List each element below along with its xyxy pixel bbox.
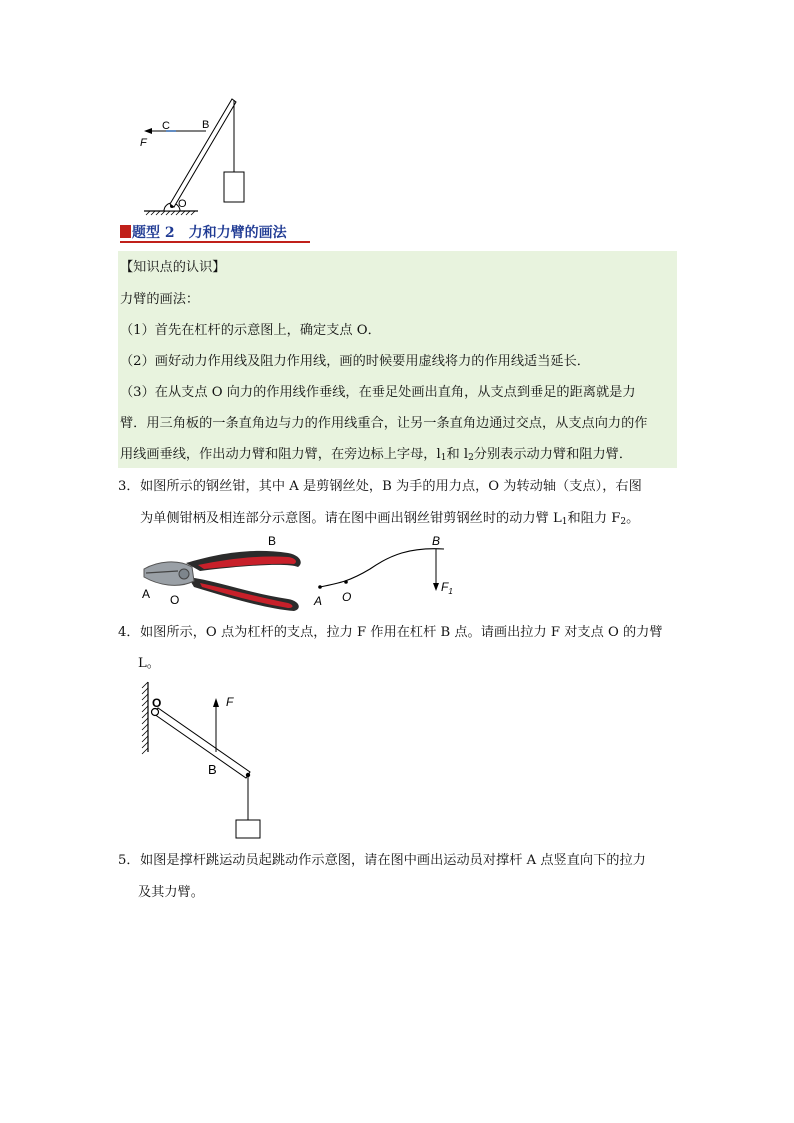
label-O-4: O (152, 696, 162, 710)
pliers-label-O: O (170, 593, 180, 607)
knowledge-step-3-line-1: （3）在从支点 O 向力的作用线作垂线，在垂足处画出直角，从支点到垂足的距离就是力 (120, 385, 636, 400)
pliers-pivot (179, 569, 189, 579)
schematic-handle-curve (320, 549, 444, 587)
hanging-weight (236, 820, 260, 838)
schematic-point-A (318, 585, 322, 589)
label-F-4: F (226, 695, 234, 709)
q5-line-2: 及其力臂。 (138, 885, 204, 900)
q4-line-1: 如图所示，O 点为杠杆的支点，拉力 F 作用在杠杆 B 点。请画出拉力 F 对支点 O 的力臂 (140, 625, 663, 640)
pliers-image (138, 533, 310, 613)
label-O: O (178, 198, 187, 210)
q3-number: 3． (118, 479, 140, 494)
q4-number: 4． (118, 625, 140, 640)
label-B: B (202, 119, 210, 131)
label-C: C (162, 120, 170, 132)
schematic-label-O: O (342, 590, 352, 604)
q5-line-1: 如图是撑杆跳运动员起跳动作示意图，请在图中画出运动员对撑杆 A 点竖直向下的拉力 (140, 853, 646, 868)
wall-hatch (142, 682, 148, 754)
label-F: F (140, 137, 147, 149)
knowledge-heading: 【知识点的认识】 (120, 260, 226, 275)
section-subtitle: 力和力臂的画法 (188, 225, 287, 241)
q3-line-2: 为单侧钳柄及相连部分示意图。请在图中画出钢丝钳剪钢丝时的动力臂 $L_1$和阻力 $F_2$。 (140, 511, 640, 527)
schematic-label-F: $F_1$ (441, 580, 453, 596)
section-marker (120, 225, 131, 238)
schematic-label-A: A (314, 594, 323, 608)
lever-figure-4 (138, 680, 273, 842)
section-underline (120, 241, 310, 243)
knowledge-step-3-line-2: 臂．用三角板的一条直角边与力的作用线重合，让另一条直角边通过交点，从支点向力的作 (120, 416, 648, 431)
pliers-schematic (310, 533, 460, 613)
q4-line-2: L。 (138, 656, 160, 671)
knowledge-step-3-line-3: 用线画垂线，作出动力臂和阻力臂，在旁边标上字母，$l_1$和 $l_2$分别表示动力臂和阻力臂． (120, 447, 633, 463)
knowledge-step-2: （2）画好动力作用线及阻力作用线，画的时候要用虚线将力的作用线适当延长． (120, 354, 590, 369)
lever-bar-4 (154, 708, 250, 778)
knowledge-step-1: （1）首先在杠杆的示意图上，确定支点 O． (120, 323, 381, 338)
knowledge-intro: 力臂的画法： (120, 292, 200, 307)
pliers-label-B: B (268, 534, 277, 548)
q5-number: 5． (118, 853, 140, 868)
label-B-4: B (208, 762, 217, 777)
ground-hatch (146, 211, 195, 215)
pliers-label-A: A (142, 587, 151, 601)
lever-figure-1 (136, 94, 256, 219)
schematic-label-B: B (432, 534, 441, 548)
section-title (120, 222, 287, 242)
q3-line-1: 如图所示的钢丝钳，其中 A 是剪钢丝处，B 为手的用力点，O 为转动轴（支点），右图 (140, 479, 642, 494)
section-number: 题型 2 (132, 225, 175, 241)
weight-block (224, 172, 244, 202)
schematic-point-O (344, 580, 348, 584)
